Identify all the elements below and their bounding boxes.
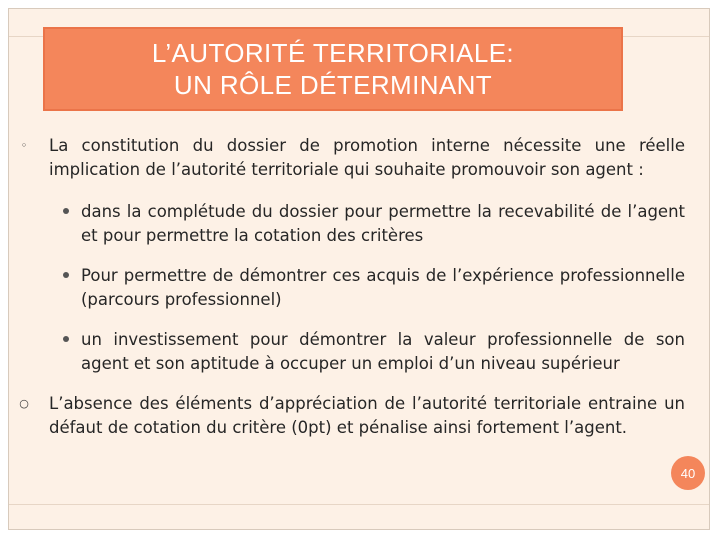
- paragraph-2-text: L’absence des éléments d’appréciation de l’autorité territoriale entraine un défaut de cotation du critère (0pt) et pénalise ainsi fortement l’agent.: [49, 394, 685, 437]
- paragraph-1-text: La constitution du dossier de promotion interne nécessite une réelle implication de l’autorité territoriale qui souhaite promouvoir son agent :: [49, 136, 685, 179]
- list-item: [81, 264, 685, 312]
- list-item: [81, 200, 685, 248]
- list-item-text: dans la complétude du dossier pour permettre la recevabilité de l’agent et pour permettre la cotation des critères: [81, 202, 685, 245]
- sub-bullet-list: [33, 200, 685, 376]
- title-line-2: UN RÔLE DÉTERMINANT: [173, 70, 493, 100]
- small-circle-bullet-icon: ◦: [20, 139, 28, 152]
- page-number-badge: 40: [671, 456, 705, 490]
- list-item-text: un investissement pour démontrer la valeur professionnelle de son agent et son aptitude à occuper un emploi d’un niveau supérieur: [81, 330, 685, 373]
- dot-bullet-icon: [63, 208, 69, 214]
- list-item: [81, 328, 685, 376]
- circle-outline-bullet-icon: ○: [19, 397, 29, 410]
- title-line-1: L’AUTORITÉ TERRITORIALE:: [151, 38, 515, 68]
- decorative-line-bottom: [9, 504, 709, 505]
- slide-content: [19, 134, 685, 440]
- paragraph-2: [19, 392, 685, 440]
- list-item-text: Pour permettre de démontrer ces acquis de l’expérience professionnelle (parcours professionnel): [81, 266, 685, 309]
- dot-bullet-icon: [63, 272, 69, 278]
- dot-bullet-icon: [63, 336, 69, 342]
- paragraph-1: [20, 134, 685, 182]
- title-box: [43, 27, 623, 111]
- slide-frame: [8, 8, 710, 530]
